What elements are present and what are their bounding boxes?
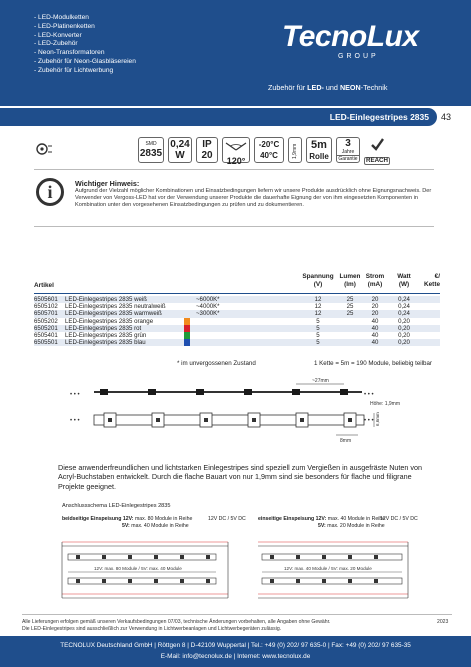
ellipsis-left-1: • • •	[70, 392, 80, 398]
cell-ma: 20	[371, 310, 379, 318]
page-title: LED-Einlegestripes 2835	[329, 112, 429, 122]
table-row	[34, 332, 440, 339]
footnote-line2: Die LED-Einlegestripes sind ausschließlich zur Verwendung in Lichtwerbeanlagen und Lichtwerbegeräten zulässig.	[22, 626, 282, 633]
category-item: - LED-Konverter	[34, 31, 82, 39]
tagline-led: LED-	[307, 83, 324, 92]
col-watt	[391, 273, 417, 289]
led-chip-icon	[34, 137, 54, 163]
table-header-line	[34, 293, 440, 294]
col-lumen-unit: (lm)	[344, 281, 356, 288]
roll-length: 5m	[311, 139, 327, 151]
temp-min: -20°C	[258, 140, 280, 149]
cell-color: ~4000K*	[196, 303, 220, 311]
schema-left-text	[62, 516, 192, 530]
hint-text: Aufgrund der Vielzahl möglicher Kombinationen und Einsatzbedingungen liefern wir unsere Produkte ausdrücklich ohne Eignungsnachweis. Der Verwender von Vergoss-LED hat vor der Verwendung unserer Produkte die dauerhafte Eignung der von ihm eingesetzten Komponenten in Kombination unter den vorgesehenen Einsatzbedingungen zu prüfen und zu dokumentieren.	[75, 188, 432, 209]
note-unpotted: * im unvergossenen Zustand	[177, 360, 256, 367]
footer	[0, 636, 471, 667]
table-row	[34, 310, 440, 317]
cell-sku: 6505202	[34, 317, 58, 325]
thickness-icon	[288, 137, 302, 163]
smd-value: 2835	[139, 148, 163, 159]
col-voltage	[296, 273, 340, 289]
schema-right-text	[258, 516, 385, 530]
cell-name: LED-Einlegestripes 2835 warmweiß	[65, 310, 162, 318]
dim-width: 6,6mm	[375, 412, 380, 426]
col-price	[418, 273, 440, 289]
category-item: - LED-Zubehör	[34, 40, 78, 48]
cell-w: 0,24	[398, 303, 410, 311]
product-table	[34, 296, 440, 346]
schema-right-dc: 12V DC / 5V DC	[380, 516, 418, 522]
page-number: 43	[441, 112, 452, 122]
cell-v: 12	[314, 310, 322, 318]
product-description: Diese anwenderfreundlichen und lichtstarken Einlegestripes sind speziell zum Vergießen in ausgefräste Nuten von Acryl-Buchstaben entwickelt. Durch die flache Bauart von nur 1,9mm sind sie besonders für flache und filigrane Projekte geeignet.	[58, 463, 422, 491]
cell-name: LED-Einlegestripes 2835 neutralweiß	[65, 303, 166, 311]
title-bar	[0, 108, 437, 126]
cell-color: ~3000K*	[196, 310, 220, 318]
schema-right-sub: 5V:	[318, 523, 326, 529]
schema-right-head: einseitige Einspeisung 12V:	[258, 516, 327, 522]
col-current-unit: (mA)	[367, 281, 383, 288]
reach-icon	[364, 137, 390, 163]
category-item: - Zubehör für Neon-Glasbläsereien	[34, 57, 136, 65]
temp-max: 40°C	[260, 151, 278, 160]
cell-ma: 20	[371, 296, 379, 303]
watt-icon	[168, 137, 192, 163]
footnote-year: 2023	[437, 619, 449, 625]
cell-name: LED-Einlegestripes 2835 rot	[65, 324, 142, 332]
logo-group: GROUP	[338, 53, 379, 60]
wiring-diagram	[58, 534, 438, 612]
reach-label: REACH	[365, 157, 388, 164]
logo-text: TecnoLux	[282, 20, 419, 53]
cell-ma: 40	[371, 331, 379, 339]
category-item: - Zubehör für Lichtwerbung	[34, 66, 114, 74]
note-chain: 1 Kette = 5m = 190 Module, beliebig teilbar	[314, 360, 432, 367]
cell-w: 0,24	[398, 296, 410, 303]
color-swatch	[184, 332, 190, 339]
table-row	[34, 339, 440, 346]
col-voltage-unit: (V)	[313, 281, 323, 288]
spec-icons-row	[34, 137, 434, 166]
schema-left-head-val: max. 80 Module in Reihe	[134, 516, 193, 522]
cell-color: ~6000K*	[196, 296, 220, 303]
schema-right-sub-val: max. 20 Module in Reihe	[327, 523, 385, 529]
dim-module: 8mm	[340, 438, 352, 444]
color-swatch	[184, 339, 190, 346]
beam-angle-value: 120°	[226, 156, 246, 166]
footer-address: TECNOLUX Deutschland GmbH | Röttgen 8 | D-42109 Wuppertal | Tel.: +49 (0) 202/ 97 635-0 | Fax: +49 (0) 202/ 97 635-35	[60, 642, 411, 649]
schema-left-head: beidseitige Einspeisung 12V:	[62, 516, 134, 522]
cell-name: LED-Einlegestripes 2835 grün	[65, 331, 147, 339]
cell-lm: 25	[346, 310, 354, 318]
divider-footer	[22, 614, 452, 615]
header-banner	[0, 0, 471, 106]
col-article: Artikel	[34, 282, 54, 289]
col-watt-unit: (W)	[398, 281, 410, 288]
cell-sku: 6505201	[34, 324, 58, 332]
thickness-value: 1,9mm	[292, 143, 298, 159]
watt-value: 0,24 W	[170, 139, 193, 161]
color-swatch	[184, 318, 190, 325]
warranty-icon	[336, 137, 360, 163]
cell-sku: 6505102	[34, 303, 58, 311]
ellipsis-right-2: • • •	[364, 418, 374, 424]
divider-hint	[34, 226, 434, 227]
wiring-schema	[58, 512, 438, 612]
table-row	[34, 303, 440, 310]
col-price-unit: Kette	[424, 281, 440, 288]
table-row	[34, 325, 440, 332]
cell-name: LED-Einlegestripes 2835 orange	[65, 317, 154, 325]
warranty-years: 3	[345, 138, 351, 149]
category-item: - LED-Modulketten	[34, 14, 89, 21]
category-list	[34, 14, 136, 76]
cell-v: 5	[316, 324, 320, 332]
info-icon: i	[36, 178, 64, 206]
footnote	[22, 619, 452, 634]
cell-w: 0,20	[398, 317, 410, 325]
col-price-label: €/	[434, 273, 440, 280]
cell-v: 5	[316, 317, 320, 325]
beam-angle-glyph-icon	[223, 141, 249, 151]
ellipsis-left-2: • • •	[70, 418, 80, 424]
roll-length-icon	[306, 137, 332, 163]
cell-w: 0,24	[398, 310, 410, 318]
smd-label: SMD	[145, 141, 157, 147]
cell-v: 5	[316, 331, 320, 339]
tecnolux-logo	[282, 20, 432, 68]
cell-sku: 6505401	[34, 331, 58, 339]
cell-ma: 20	[371, 303, 379, 311]
ip-value: IP 20	[201, 139, 215, 161]
tagline	[268, 83, 387, 92]
divider-top	[34, 169, 434, 170]
cell-lm: 25	[346, 303, 354, 311]
dim-height: Höhe: 1,9mm	[370, 401, 401, 407]
schema-left-sub: 5V:	[122, 523, 130, 529]
footnote-line1: Alle Lieferungen erfolgen gemäß unseren Verkaufsbedingungen 07/03, technische Änderungen vorbehalten, alle Angaben ohne Gewähr.	[22, 619, 331, 625]
schema-left-sub-val: max. 40 Module in Reihe	[131, 523, 189, 529]
checkmark-icon	[364, 137, 390, 152]
category-item: - LED-Platinenketten	[34, 22, 95, 30]
cell-sku: 6505501	[34, 339, 58, 347]
warranty-label: Garantie	[338, 156, 358, 162]
cell-w: 0,20	[398, 324, 410, 332]
cell-ma: 40	[371, 339, 379, 347]
footer-contact: E-Mail: info@tecnolux.de | Internet: www.tecnolux.de	[160, 653, 311, 660]
beam-angle-icon	[222, 137, 250, 166]
cell-w: 0,20	[398, 331, 410, 339]
cell-name: LED-Einlegestripes 2835 weiß	[65, 296, 147, 303]
temperature-icon	[254, 137, 284, 163]
tagline-prefix: Zubehör für	[268, 83, 308, 92]
schema-right-head-val: max. 40 Module in Reihe	[327, 516, 386, 522]
cell-v: 5	[316, 339, 320, 347]
hint-title: Wichtiger Hinweis:	[75, 179, 140, 188]
col-voltage-label: Spannung	[302, 273, 334, 280]
cell-sku: 6505701	[34, 310, 58, 318]
col-watt-label: Watt	[397, 273, 411, 280]
cell-ma: 40	[371, 324, 379, 332]
cell-sku: 6505601	[34, 296, 58, 303]
col-current-label: Strom	[365, 273, 385, 280]
cell-ma: 40	[371, 317, 379, 325]
schema-left-dc: 12V DC / 5V DC	[208, 516, 246, 522]
cell-v: 12	[314, 296, 322, 303]
cell-name: LED-Einlegestripes 2835 blau	[65, 339, 146, 347]
category-item: - Neon-Transformatoren	[34, 49, 105, 57]
tagline-suffix: -Technik	[360, 83, 388, 92]
ellipsis-right-1: • • •	[364, 392, 374, 398]
cell-lm: 25	[346, 296, 354, 303]
schema-right-bottom: 12V: max. 40 Module / 5V: max. 20 Module	[284, 566, 372, 571]
table-row	[34, 296, 440, 303]
table-row	[34, 318, 440, 325]
color-swatch	[184, 325, 190, 332]
col-current	[360, 273, 390, 289]
roll-label: Rolle	[309, 152, 329, 161]
ip-rating-icon	[196, 137, 218, 163]
smd-icon	[138, 137, 164, 163]
schema-left-bottom: 12V: max. 80 Module / 5V: max. 40 Module	[94, 566, 182, 571]
warranty-unit: Jahre	[341, 149, 355, 155]
table-header	[34, 273, 440, 293]
cell-v: 12	[314, 303, 322, 311]
col-lumen-label: Lumen	[339, 273, 361, 280]
strip-dimension-drawing	[34, 378, 440, 458]
tagline-neon: NEON	[339, 83, 361, 92]
tagline-mid: und	[323, 83, 340, 92]
dim-pitch: ~27mm	[312, 378, 329, 384]
schema-title: Anschlussschema LED-Einlegestripes 2835	[62, 503, 171, 509]
cell-w: 0,20	[398, 339, 410, 347]
